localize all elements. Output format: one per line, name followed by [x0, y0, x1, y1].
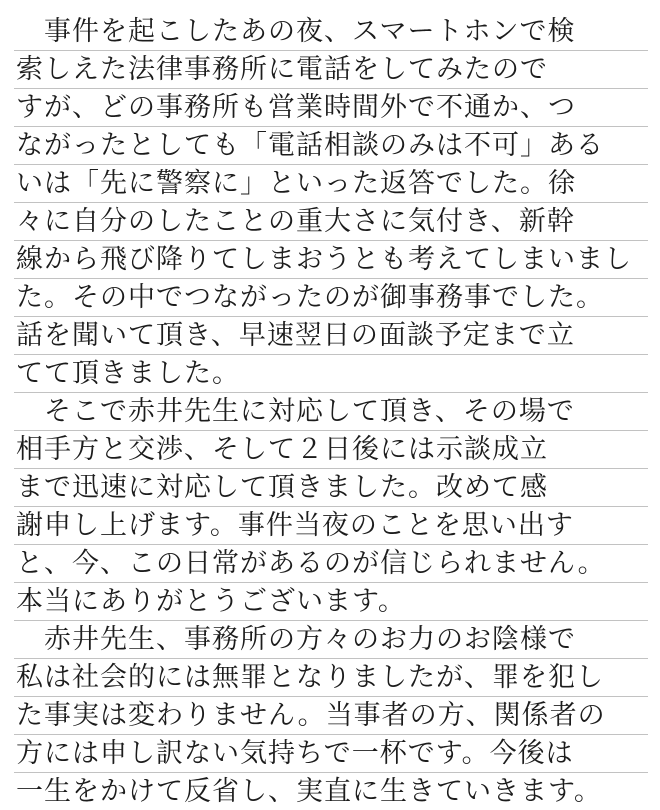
letter-line-14: 謝申し上げます。事件当夜のことを思い出す [16, 510, 574, 541]
letter-line-6: 々に自分のしたことの重大さに気付き、新幹 [16, 206, 575, 237]
letter-line-12: 相手方と交渉、そして２日後には示談成立 [16, 434, 548, 465]
letter-line-19: た事実は変わりません。当事者の方、関係者の [16, 700, 606, 731]
letter-line-5: いは「先に警察に」といった返答でした。徐 [16, 168, 576, 199]
letter-line-7: 線から飛び降りてしまおうとも考えてしまいまし [16, 244, 632, 275]
letter-line-10: てて頂きました。 [16, 358, 240, 389]
letter-line-4: ながったとしても「電話相談のみは不可」ある [16, 130, 604, 161]
letter-line-8: た。その中でつながったのが御事務事でした。 [16, 282, 604, 313]
letter-line-13: まで迅速に対応して頂きました。改めて感 [16, 472, 548, 503]
letter-line-3: すが、どの事務所も営業時間外で不通か、つ [16, 92, 576, 123]
letter-line-9: 話を聞いて頂き、早速翌日の面談予定まで立 [16, 320, 575, 351]
letter-line-17: 赤井先生、事務所の方々のお力のお陰様で [16, 624, 576, 655]
letter-line-11: そこで赤井先生に対応して頂き、その場で [16, 396, 575, 427]
letter-line-18: 私は社会的には無罪となりましたが、罪を犯し [16, 662, 604, 693]
letter-line-20: 方には申し訳ない気持ちで一杯です。今後は [16, 738, 574, 769]
letter-line-2: 索しえた法律事務所に電話をしてみたので [16, 54, 548, 85]
letter-line-16: 本当にありがとうございます。 [16, 586, 406, 617]
letter-line-21: 一生をかけて反省し、実直に生きていきます。 [16, 776, 602, 807]
letter-line-15: と、今、この日常があるのが信じられません。 [16, 548, 606, 579]
letter-line-1: 事件を起こしたあの夜、スマートホンで検 [16, 16, 576, 47]
